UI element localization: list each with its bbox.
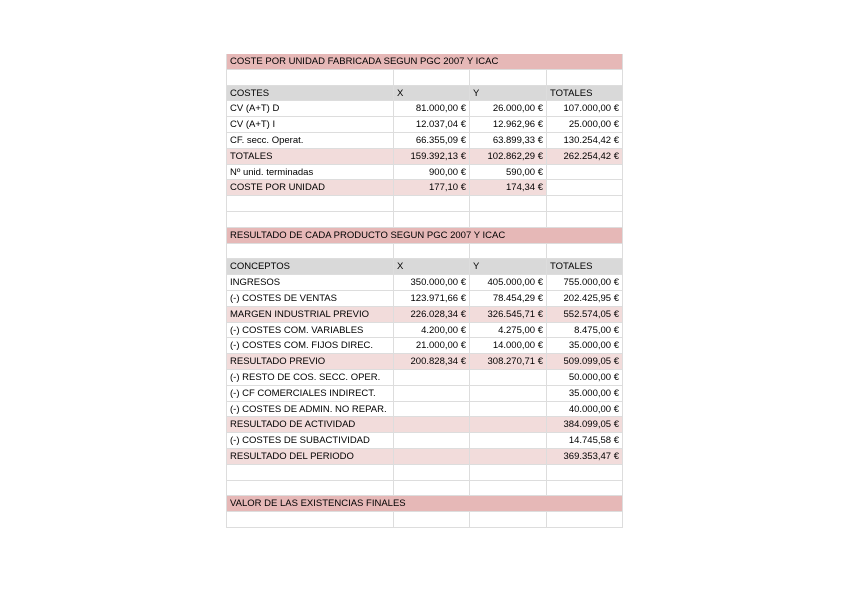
spreadsheet	[226, 54, 623, 528]
blank-row	[226, 196, 623, 212]
row-label[interactable]: RESULTADO DEL PERIODO	[226, 449, 394, 465]
table2-header-conceptos[interactable]: CONCEPTOS	[226, 259, 394, 275]
cell-y[interactable]: 102.862,29 €	[470, 149, 547, 165]
cell-x[interactable]: 159.392,13 €	[394, 149, 470, 165]
cell-total[interactable]: 8.475,00 €	[547, 323, 623, 339]
cell-total[interactable]: 25.000,00 €	[547, 117, 623, 133]
cell-y[interactable]	[470, 386, 547, 402]
table-row	[226, 386, 623, 402]
table-row	[226, 291, 623, 307]
cell-y[interactable]: 590,00 €	[470, 165, 547, 181]
table1-header-totales[interactable]: TOTALES	[547, 86, 623, 102]
table1-header-y[interactable]: Y	[470, 86, 547, 102]
table1-header-costes[interactable]: COSTES	[226, 86, 394, 102]
table-row-margen	[226, 307, 623, 323]
cell-x[interactable]: 12.037,04 €	[394, 117, 470, 133]
cell-y[interactable]: 78.454,29 €	[470, 291, 547, 307]
table2-header-row	[226, 259, 623, 275]
row-label[interactable]: TOTALES	[226, 149, 394, 165]
cell-x[interactable]: 4.200,00 €	[394, 323, 470, 339]
table2-header-totales[interactable]: TOTALES	[547, 259, 623, 275]
table3-title-row	[226, 496, 623, 512]
table-row	[226, 165, 623, 181]
cell-x[interactable]: 81.000,00 €	[394, 101, 470, 117]
row-label[interactable]: (-) COSTES DE ADMIN. NO REPAR.	[226, 402, 394, 418]
cell-x[interactable]	[394, 433, 470, 449]
table2-title-row	[226, 228, 623, 244]
cell-y[interactable]	[470, 433, 547, 449]
cell-y[interactable]: 26.000,00 €	[470, 101, 547, 117]
cell-total[interactable]: 35.000,00 €	[547, 386, 623, 402]
row-label[interactable]: CV (A+T) D	[226, 101, 394, 117]
cell-total[interactable]	[547, 180, 623, 196]
row-label[interactable]: RESULTADO DE ACTIVIDAD	[226, 417, 394, 433]
table-row	[226, 323, 623, 339]
table1-header-x[interactable]: X	[394, 86, 470, 102]
row-label[interactable]: CV (A+T) I	[226, 117, 394, 133]
cell-x[interactable]: 226.028,34 €	[394, 307, 470, 323]
cell-x[interactable]: 123.971,66 €	[394, 291, 470, 307]
row-label[interactable]: MARGEN INDUSTRIAL PREVIO	[226, 307, 394, 323]
cell-x[interactable]: 900,00 €	[394, 165, 470, 181]
row-label[interactable]: (-) COSTES DE SUBACTIVIDAD	[226, 433, 394, 449]
cell-total[interactable]: 50.000,00 €	[547, 370, 623, 386]
table2-title[interactable]: RESULTADO DE CADA PRODUCTO SEGUN PGC 2007 Y ICAC	[226, 228, 623, 244]
row-label[interactable]: (-) RESTO DE COS. SECC. OPER.	[226, 370, 394, 386]
cell-x[interactable]	[394, 449, 470, 465]
cell-x[interactable]	[394, 386, 470, 402]
blank-row	[226, 465, 623, 481]
table3-title[interactable]: VALOR DE LAS EXISTENCIAS FINALES	[226, 496, 623, 512]
table-row-totales	[226, 149, 623, 165]
cell-y[interactable]	[470, 417, 547, 433]
row-label[interactable]: (-) COSTES DE VENTAS	[226, 291, 394, 307]
row-label[interactable]: (-) COSTES COM. VARIABLES	[226, 323, 394, 339]
cell-total[interactable]: 369.353,47 €	[547, 449, 623, 465]
table-row-resultado-previo	[226, 354, 623, 370]
blank-row	[226, 512, 623, 528]
table-row	[226, 338, 623, 354]
cell-y[interactable]: 174,34 €	[470, 180, 547, 196]
cell-total[interactable]	[547, 165, 623, 181]
table-row-resultado-periodo	[226, 449, 623, 465]
row-label[interactable]: (-) CF COMERCIALES INDIRECT.	[226, 386, 394, 402]
table1-title-row	[226, 54, 623, 70]
cell-x[interactable]: 200.828,34 €	[394, 354, 470, 370]
table-row	[226, 101, 623, 117]
cell-total[interactable]: 14.745,58 €	[547, 433, 623, 449]
table-row	[226, 133, 623, 149]
table-row	[226, 117, 623, 133]
cell-y[interactable]: 326.545,71 €	[470, 307, 547, 323]
cell-y[interactable]	[470, 449, 547, 465]
cell-total[interactable]: 130.254,42 €	[547, 133, 623, 149]
cell-x[interactable]: 177,10 €	[394, 180, 470, 196]
blank-row	[226, 70, 623, 86]
table-row	[226, 275, 623, 291]
table1-title[interactable]: COSTE POR UNIDAD FABRICADA SEGUN PGC 2007 Y ICAC	[226, 54, 623, 70]
cell-x[interactable]	[394, 402, 470, 418]
cell-x[interactable]	[394, 370, 470, 386]
blank-row	[226, 244, 623, 260]
cell-y[interactable]: 12.962,96 €	[470, 117, 547, 133]
table-row-resultado-actividad	[226, 417, 623, 433]
cell-total[interactable]: 509.099,05 €	[547, 354, 623, 370]
cell-y[interactable]: 308.270,71 €	[470, 354, 547, 370]
cell-total[interactable]: 552.574,05 €	[547, 307, 623, 323]
cell-y[interactable]	[470, 402, 547, 418]
row-label[interactable]: CF. secc. Operat.	[226, 133, 394, 149]
table-row	[226, 370, 623, 386]
row-label[interactable]: Nº unid. terminadas	[226, 165, 394, 181]
cell-total[interactable]: 35.000,00 €	[547, 338, 623, 354]
cell-y[interactable]: 4.275,00 €	[470, 323, 547, 339]
cell-total[interactable]: 107.000,00 €	[547, 101, 623, 117]
cell-x[interactable]	[394, 417, 470, 433]
cell-total[interactable]: 40.000,00 €	[547, 402, 623, 418]
table1-header-row	[226, 86, 623, 102]
table2-header-x[interactable]: X	[394, 259, 470, 275]
row-label[interactable]: (-) COSTES COM. FIJOS DIREC.	[226, 338, 394, 354]
cell-y[interactable]: 14.000,00 €	[470, 338, 547, 354]
cell-y[interactable]: 405.000,00 €	[470, 275, 547, 291]
table-row	[226, 433, 623, 449]
cell-total[interactable]: 755.000,00 €	[547, 275, 623, 291]
cell-total[interactable]: 384.099,05 €	[547, 417, 623, 433]
cell-x[interactable]: 66.355,09 €	[394, 133, 470, 149]
cell-total[interactable]: 202.425,95 €	[547, 291, 623, 307]
cell-y[interactable]: 63.899,33 €	[470, 133, 547, 149]
table2-header-y[interactable]: Y	[470, 259, 547, 275]
table-row	[226, 402, 623, 418]
table-row-coste-unidad	[226, 180, 623, 196]
cell-total[interactable]: 262.254,42 €	[547, 149, 623, 165]
blank-row	[226, 212, 623, 228]
row-label[interactable]: RESULTADO PREVIO	[226, 354, 394, 370]
cell-x[interactable]: 350.000,00 €	[394, 275, 470, 291]
row-label[interactable]: INGRESOS	[226, 275, 394, 291]
row-label[interactable]: COSTE POR UNIDAD	[226, 180, 394, 196]
blank-row	[226, 481, 623, 497]
cell-x[interactable]: 21.000,00 €	[394, 338, 470, 354]
cell-y[interactable]	[470, 370, 547, 386]
